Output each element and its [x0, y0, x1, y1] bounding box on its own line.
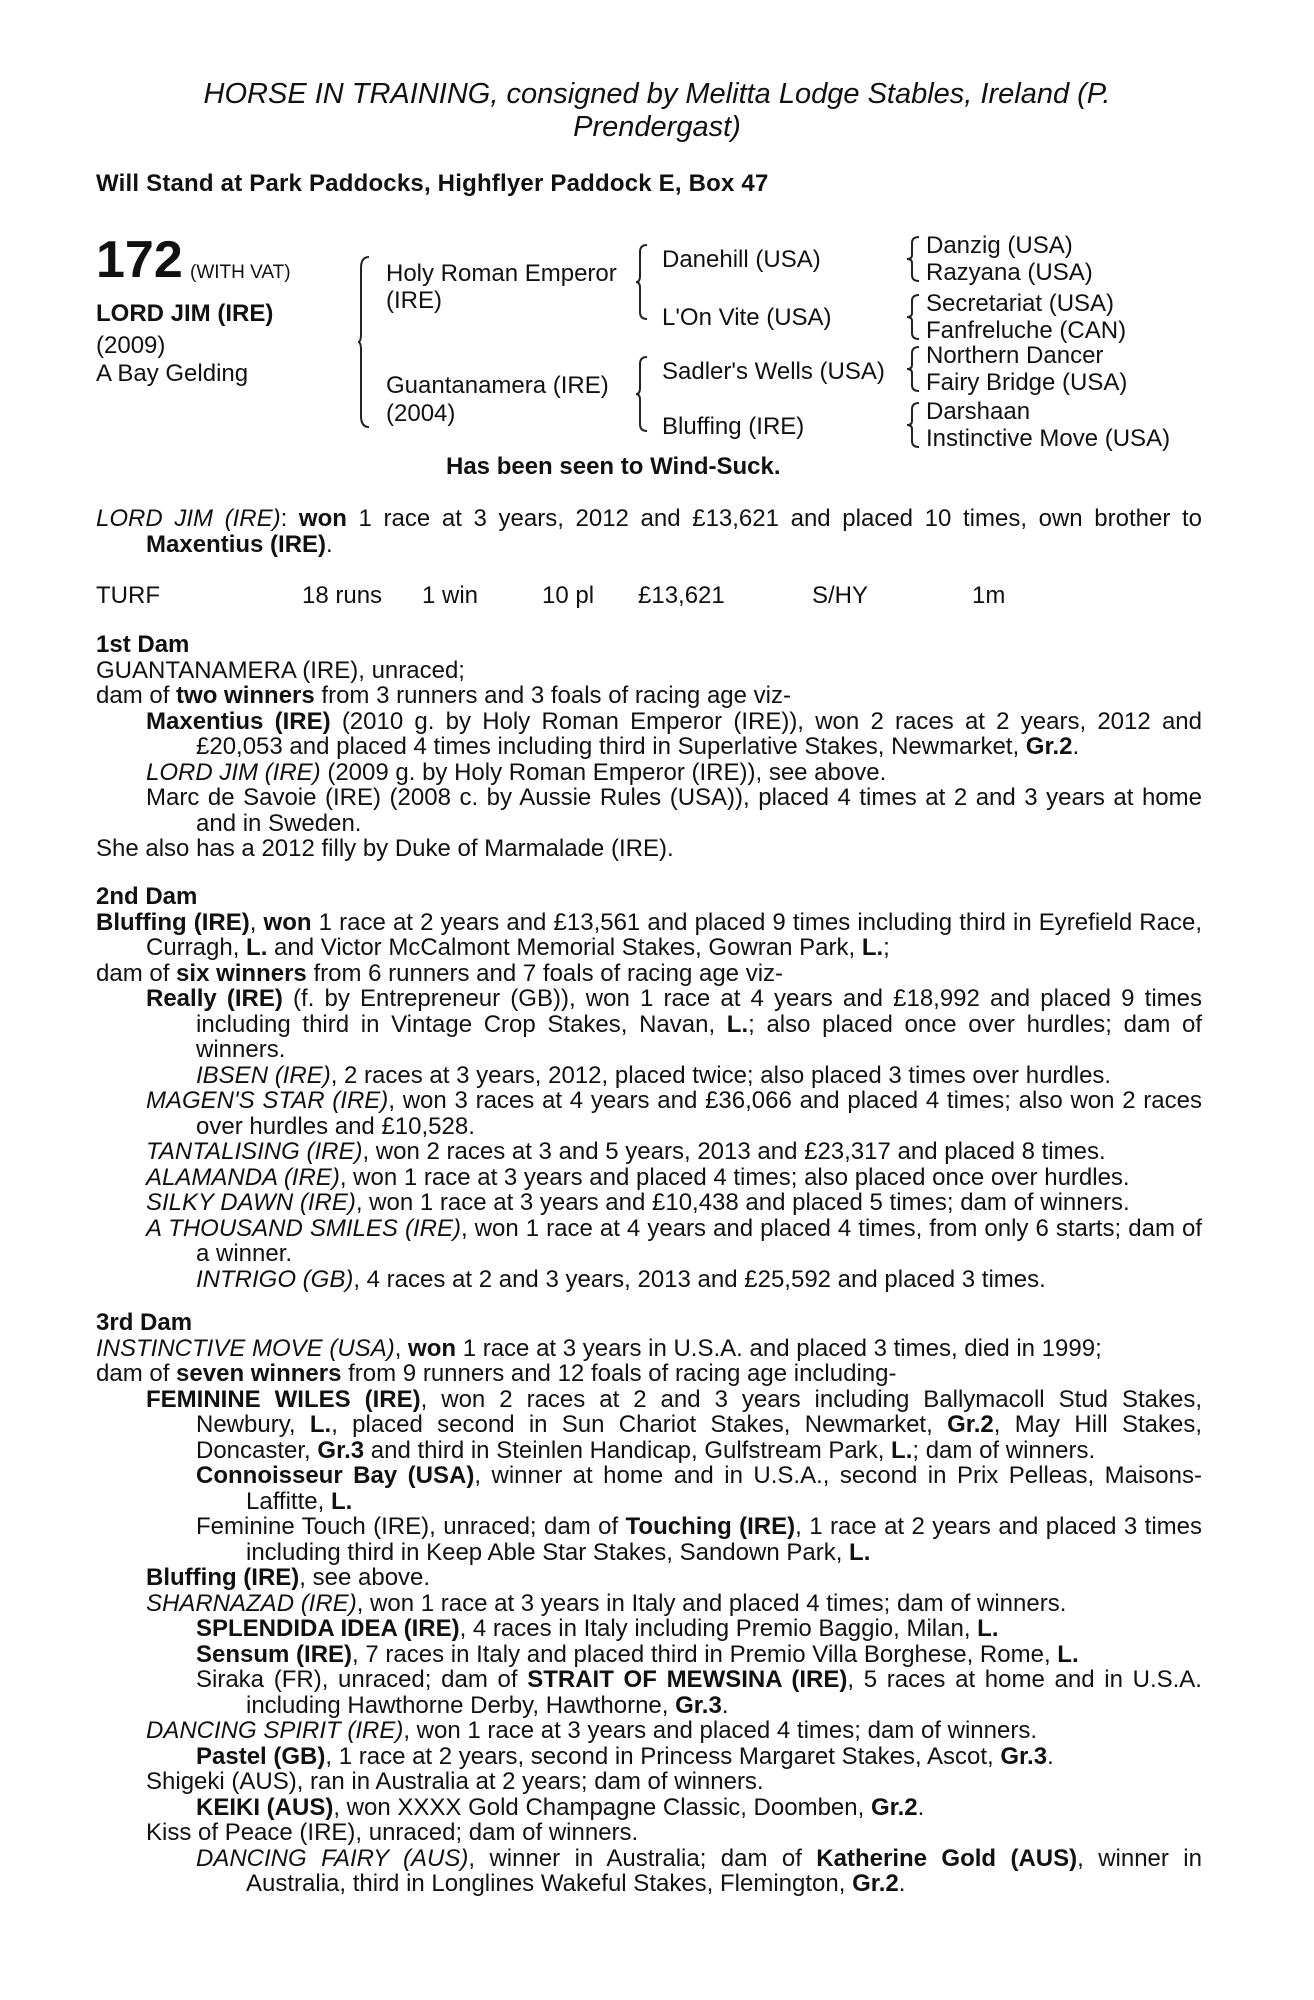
horse-year: (2009): [96, 332, 166, 359]
dd-sire: Darshaan: [926, 398, 1031, 425]
first-dam-section: [96, 632, 1202, 862]
summary-end: .: [326, 530, 333, 558]
wind-suck-note: Has been seen to Wind-Suck.: [446, 453, 781, 480]
ss-sire: Danzig (USA): [926, 232, 1073, 259]
turf-wins: 1 win: [422, 582, 479, 609]
first-dam-note: She also has a 2012 filly by Duke of Marmalade (IRE).: [96, 835, 674, 862]
pedigree-brace: [358, 256, 370, 428]
produce-ibsen: IBSEN (IRE), 2 races at 3 years, 2012, placed twice; also placed 3 times over hurdles.: [196, 1061, 1112, 1089]
produce-dancing-spirit: DANCING SPIRIT (IRE), won 1 race at 3 years and placed 4 times; dam of winners.: [146, 1717, 1037, 1744]
first-dam-line: GUANTANAMERA (IRE), unraced;: [96, 656, 465, 684]
stand-location: Will Stand at Park Paddocks, Highflyer Paddock E, Box 47: [96, 170, 769, 197]
produce-connoisseur-bay: Connoisseur Bay (USA), winner at home and in U.S.A., second in Prix Pelleas, Maisons-Laffitte, L.: [196, 1462, 1202, 1515]
second-dam-line: Bluffing (IRE), won 1 race at 2 years and £13,561 and placed 9 times including third in Eyrefield Race, Curragh, L. and Victor McCalmont Memorial Stakes, Gowran Park, L.;: [96, 908, 1202, 961]
sd-brace: [906, 294, 920, 340]
produce-sharnazad: SHARNAZAD (IRE), won 1 race at 3 years in Italy and placed 4 times; dam of winners.: [146, 1589, 1067, 1617]
vat-note: (WITH VAT): [190, 262, 291, 283]
second-dam-section: [96, 884, 1202, 1292]
produce-lord-jim: LORD JIM (IRE) (2009 g. by Holy Roman Emperor (IRE)), see above.: [146, 758, 887, 786]
horse-name: LORD JIM (IRE): [96, 300, 274, 327]
produce-splendida-idea: SPLENDIDA IDEA (IRE), 4 races in Italy including Premio Baggio, Milan, L.: [196, 1615, 999, 1642]
produce-shigeki: Shigeki (AUS), ran in Australia at 2 years; dam of winners.: [146, 1768, 764, 1795]
produce-magens-star: MAGEN'S STAR (IRE), won 3 races at 4 years and £36,066 and placed 4 times; also won 2 races over hurdles and £10,528.: [146, 1087, 1202, 1140]
dam-dam: Bluffing (IRE): [662, 413, 805, 440]
sd-dam: Fanfreluche (CAN): [926, 317, 1127, 344]
dd-dam: Instinctive Move (USA): [926, 425, 1171, 452]
sire-name: Holy Roman Emperor: [386, 260, 617, 287]
summary-brother: Maxentius (IRE): [146, 530, 327, 558]
produce-intrigo: INTRIGO (GB), 4 races at 2 and 3 years, 2013 and £25,592 and placed 3 times.: [196, 1265, 1046, 1293]
produce-alamanda: ALAMANDA (IRE), won 1 race at 3 years and placed 4 times; also placed once over hurdles.: [146, 1163, 1130, 1191]
produce-tantalising: TANTALISING (IRE), won 2 races at 3 and 5 years, 2013 and £23,317 and placed 8 times.: [146, 1138, 1106, 1165]
produce-silky-dawn: SILKY DAWN (IRE), won 1 race at 3 years and £10,438 and placed 5 times; dam of winners.: [146, 1189, 1130, 1216]
dam-year: (2004): [386, 400, 456, 427]
turf-label: TURF: [96, 582, 160, 609]
sire-brace: [636, 244, 648, 320]
ss-brace: [906, 236, 920, 282]
turf-going: S/HY: [812, 582, 869, 609]
ds-brace: [906, 346, 920, 392]
produce-really: Really (IRE) (f. by Entrepreneur (GB)), won 1 race at 4 years and £18,992 and placed 9 times including third in Vintage Crop Stakes, Navan, L.; also placed once over hurdles; dam of winners.: [146, 985, 1202, 1063]
dam-brace: [636, 356, 648, 432]
produce-maxentius: Maxentius (IRE) (2010 g. by Holy Roman Emperor (IRE)), won 2 races at 2 years, 2012 and £20,053 and placed 4 times including third in Superlative Stakes, Newmarket, Gr.2.: [146, 707, 1202, 760]
sd-sire: Secretariat (USA): [926, 290, 1115, 317]
produce-a-thousand-smiles: A THOUSAND SMILES (IRE), won 1 race at 4 years and placed 4 times, from only 6 starts; dam of a winner.: [146, 1214, 1202, 1267]
dam-name: Guantanamera (IRE): [386, 372, 609, 399]
turf-money: £13,621: [638, 582, 725, 609]
summary-won: won: [298, 505, 347, 532]
first-dam-heading: 1st Dam: [96, 631, 190, 658]
ds-dam: Fairy Bridge (USA): [926, 369, 1128, 396]
produce-dancing-fairy: DANCING FAIRY (AUS), winner in Australia; dam of Katherine Gold (AUS), winner in Australia, third in Longlines Wakeful Stakes, Flemington, Gr.2.: [196, 1844, 1202, 1897]
race-summary: LORD JIM (IRE): won 1 race at 3 years, 2012 and £13,621 and placed 10 times, own brother to Maxentius (IRE).: [96, 505, 1202, 558]
summary-text: 1 race at 3 years, 2012 and £13,621 and placed 10 times, own brother to: [346, 505, 1202, 532]
turf-runs: 18 runs: [302, 582, 383, 609]
sire-suffix: (IRE): [386, 287, 442, 314]
second-dam-heading: 2nd Dam: [96, 883, 198, 910]
produce-bluffing: Bluffing (IRE), see above.: [146, 1564, 431, 1591]
third-dam-heading: 3rd Dam: [96, 1309, 193, 1336]
turf-distance: 1m: [972, 582, 1006, 609]
first-dam-produce-intro: dam of two winners from 3 runners and 3 foals of racing age viz-: [96, 682, 791, 709]
summary-horse-name: LORD JIM (IRE): [96, 505, 281, 532]
ds-sire: Northern Dancer: [926, 342, 1104, 369]
catalogue-header: HORSE IN TRAINING, consigned by Melitta Lodge Stables, Ireland (P. Prendergast): [203, 78, 1111, 143]
dam-sire: Sadler's Wells (USA): [662, 358, 885, 385]
produce-kiss-of-peace: Kiss of Peace (IRE), unraced; dam of winners.: [146, 1819, 639, 1846]
produce-marc-de-savoie: Marc de Savoie (IRE) (2008 c. by Aussie Rules (USA)), placed 4 times at 2 and 3 years at home and in Sweden.: [146, 784, 1202, 837]
horse-description: A Bay Gelding: [96, 360, 249, 387]
third-dam-produce-intro: dam of seven winners from 9 runners and 12 foals of racing age including-: [96, 1360, 897, 1387]
turf-placed: 10 pl: [542, 582, 595, 609]
produce-siraka: Siraka (FR), unraced; dam of STRAIT OF MEWSINA (IRE), 5 races at home and in U.S.A. including Hawthorne Derby, Hawthorne, Gr.3.: [196, 1666, 1202, 1719]
ss-dam: Razyana (USA): [926, 259, 1093, 286]
sire-sire: Danehill (USA): [662, 246, 821, 273]
third-dam-line: INSTINCTIVE MOVE (USA), won 1 race at 3 years in U.S.A. and placed 3 times, died in 1999;: [96, 1334, 1102, 1362]
produce-sensum: Sensum (IRE), 7 races in Italy and placed third in Premio Villa Borghese, Rome, L.: [196, 1640, 1079, 1668]
lot-number: 172: [96, 231, 183, 289]
produce-feminine-touch: Feminine Touch (IRE), unraced; dam of Touching (IRE), 1 race at 2 years and placed 3 times including third in Keep Able Star Stakes, Sandown Park, L.: [196, 1513, 1203, 1566]
produce-keiki: KEIKI (AUS), won XXXX Gold Champagne Classic, Doomben, Gr.2.: [196, 1793, 925, 1821]
third-dam-section: [96, 1310, 1202, 1897]
sire-dam: L'On Vite (USA): [662, 304, 832, 331]
produce-feminine-wiles: FEMININE WILES (IRE), won 2 races at 2 and 3 years including Ballymacoll Stud Stakes, Newbury, L., placed second in Sun Chariot Stakes, Newmarket, Gr.2, May Hill Stakes, Doncaster, Gr.3 and third in Steinlen Handicap, Gulfstream Park, L.; dam of winners.: [146, 1385, 1202, 1464]
turf-record: [96, 582, 1202, 610]
dd-brace: [906, 402, 920, 448]
produce-pastel: Pastel (GB), 1 race at 2 years, second in Princess Margaret Stakes, Ascot, Gr.3.: [196, 1742, 1054, 1770]
second-dam-produce-intro: dam of six winners from 6 runners and 7 foals of racing age viz-: [96, 959, 784, 987]
